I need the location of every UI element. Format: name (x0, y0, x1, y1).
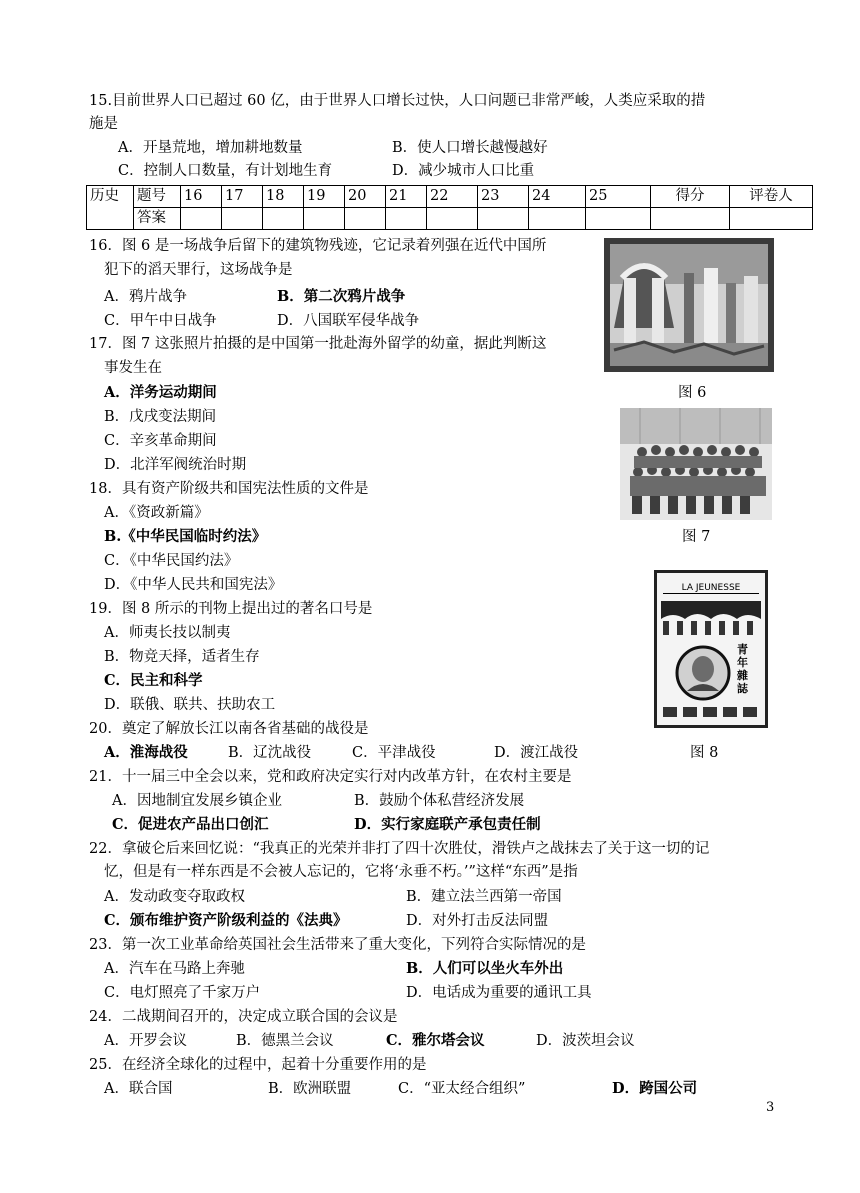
q22-option-d: D．对外打击反法同盟 (406, 913, 549, 929)
answer-table (86, 185, 813, 230)
q23-stem: 23．第一次工业革命给英国社会生活带来了重大变化，下列符合实际情况的是 (89, 937, 586, 953)
table-cell-q19: 19 (304, 186, 345, 208)
table-cell-q17: 17 (222, 186, 263, 208)
q15-option-b: B．使人口增长越慢越好 (392, 140, 548, 156)
table-cell-q23: 23 (478, 186, 529, 208)
q20-option-c: C．平津战役 (352, 745, 436, 761)
q15-option-c: C．控制人口数量，有计划地生育 (118, 163, 333, 179)
q20-stem: 20．奠定了解放长江以南各省基础的战役是 (89, 721, 369, 737)
q21-option-c: C．促进农产品出口创汇 (112, 816, 269, 833)
table-cell-q21: 21 (386, 186, 427, 208)
q15-option-a: A．开垦荒地，增加耕地数量 (118, 140, 303, 156)
answer-box-q21[interactable] (386, 208, 427, 230)
q20-option-a: A．淮海战役 (104, 744, 188, 761)
figure-7-caption: 图 7 (682, 529, 711, 545)
table-cell-score: 得分 (651, 186, 730, 208)
score-box[interactable] (651, 208, 730, 230)
q25-option-a: A．联合国 (104, 1081, 173, 1097)
q25-option-b: B．欧洲联盟 (268, 1081, 352, 1097)
q19-option-b: B．物竞天择，适者生存 (104, 649, 260, 665)
q15-stem-line1: 15.目前世界人口已超过 60 亿，由于世界人口增长过快，人口问题已非常严峻，人类应采取的措 (89, 93, 706, 109)
table-cell-q20: 20 (345, 186, 386, 208)
q25-option-c: C．“亚太经合组织” (398, 1081, 526, 1097)
q17-stem-line1: 17．图 7 这张照片拍摄的是中国第一批赴海外留学的幼童，据此判断这 (89, 336, 547, 352)
q21-option-d: D．实行家庭联产承包责任制 (354, 816, 541, 833)
figure-7-group-photo (620, 408, 772, 520)
q18-stem: 18．具有资产阶级共和国宪法性质的文件是 (89, 481, 369, 497)
q22-option-b: B．建立法兰西第一帝国 (406, 889, 562, 905)
answer-box-q23[interactable] (478, 208, 529, 230)
table-cell-q22: 22 (427, 186, 478, 208)
magazine-side-title: 青年雜誌 (737, 643, 748, 695)
students-image (620, 408, 772, 520)
q18-option-c: C．《中华民国约法》 (104, 553, 239, 569)
q17-option-c: C．辛亥革命期间 (104, 433, 217, 449)
q16-option-a: A．鸦片战争 (104, 289, 187, 305)
q18-option-b: B.《中华民国临时约法》 (104, 528, 267, 545)
figure-8-caption: 图 8 (690, 745, 719, 761)
q18-option-a: A．《资政新篇》 (104, 505, 209, 521)
figure-8-magazine-cover (654, 570, 768, 728)
q16-option-c: C．甲午中日战争 (104, 313, 217, 329)
q20-option-b: B．辽沈战役 (228, 745, 312, 761)
q21-option-b: B．鼓励个体私营经济发展 (354, 793, 525, 809)
answer-box-q22[interactable] (427, 208, 478, 230)
q22-stem-line1: 22．拿破仑后来回忆说：“我真正的光荣并非打了四十次胜仗，滑铁卢之战抹去了关于这一切的记 (89, 841, 710, 857)
q24-option-a: A．开罗会议 (104, 1033, 187, 1049)
page-number: 3 (766, 1100, 775, 1115)
answer-table-subject: 历史 (87, 186, 134, 230)
answer-box-q17[interactable] (222, 208, 263, 230)
table-cell-q16: 16 (181, 186, 222, 208)
q23-option-b: B．人们可以坐火车外出 (406, 960, 564, 977)
q17-option-d: D．北洋军阀统治时期 (104, 457, 247, 473)
grader-box[interactable] (730, 208, 813, 230)
answer-box-q16[interactable] (181, 208, 222, 230)
answer-box-q25[interactable] (586, 208, 651, 230)
q24-option-b: B．德黑兰会议 (236, 1033, 334, 1049)
q17-option-a: A．洋务运动期间 (104, 384, 217, 401)
q22-stem-line2: 忆，但是有一样东西是不会被人忘记的，它将‘永垂不朽。’”这样“东西”是指 (104, 864, 578, 880)
figure-6-ruins-photo (604, 238, 774, 372)
figure-6-caption: 图 6 (678, 385, 707, 401)
q19-stem: 19．图 8 所示的刊物上提出过的著名口号是 (89, 601, 373, 617)
q22-option-a: A．发动政变夺取政权 (104, 889, 245, 905)
q15-stem-line2: 施是 (89, 116, 118, 132)
answer-box-q19[interactable] (304, 208, 345, 230)
q24-option-d: D．波茨坦会议 (536, 1033, 635, 1049)
q19-option-a: A．师夷长技以制夷 (104, 625, 231, 641)
magazine-title: LA JEUNESSE (663, 583, 759, 594)
q17-stem-line2: 事发生在 (104, 360, 162, 376)
table-cell-q24: 24 (529, 186, 586, 208)
table-cell-q18: 18 (263, 186, 304, 208)
q24-stem: 24．二战期间召开的，决定成立联合国的会议是 (89, 1009, 398, 1025)
answer-box-q20[interactable] (345, 208, 386, 230)
q24-option-c: C．雅尔塔会议 (386, 1032, 485, 1049)
answer-table-answer-row (87, 208, 813, 230)
q22-option-c: C．颁布维护资产阶级利益的《法典》 (104, 912, 348, 929)
q21-option-a: A．因地制宜发展乡镇企业 (112, 793, 282, 809)
q21-stem: 21．十一届三中全会以来，党和政府决定实行对内改革方针，在农村主要是 (89, 769, 572, 785)
q19-option-c: C．民主和科学 (104, 672, 203, 689)
q16-option-d: D．八国联军侵华战争 (277, 313, 420, 329)
answer-table-header-row (87, 186, 813, 208)
answer-box-q18[interactable] (263, 208, 304, 230)
q16-option-b: B．第二次鸦片战争 (277, 288, 406, 305)
q20-option-d: D．渡江战役 (494, 745, 579, 761)
q18-option-d: D．《中华人民共和国宪法》 (104, 577, 283, 593)
q16-stem-line1: 16．图 6 是一场战争后留下的建筑物残迹，它记录着列强在近代中国所 (89, 238, 547, 254)
q17-option-b: B．戊戌变法期间 (104, 409, 217, 425)
answer-box-q24[interactable] (529, 208, 586, 230)
q23-option-d: D．电话成为重要的通讯工具 (406, 985, 592, 1001)
q16-stem-line2: 犯下的滔天罪行，这场战争是 (104, 262, 293, 278)
table-cell-grader: 评卷人 (730, 186, 813, 208)
q23-option-c: C．电灯照亮了千家万户 (104, 985, 261, 1001)
q25-option-d: D．跨国公司 (612, 1080, 698, 1097)
q23-option-a: A．汽车在马路上奔驰 (104, 961, 245, 977)
table-cell-answer-label: 答案 (134, 208, 181, 230)
ruins-image (604, 238, 774, 372)
q25-stem: 25．在经济全球化的过程中，起着十分重要作用的是 (89, 1057, 427, 1073)
q19-option-d: D．联俄、联共、扶助农工 (104, 697, 276, 713)
table-cell-question-label: 题号 (134, 186, 181, 208)
q15-option-d: D．减少城市人口比重 (392, 163, 535, 179)
table-cell-q25: 25 (586, 186, 651, 208)
